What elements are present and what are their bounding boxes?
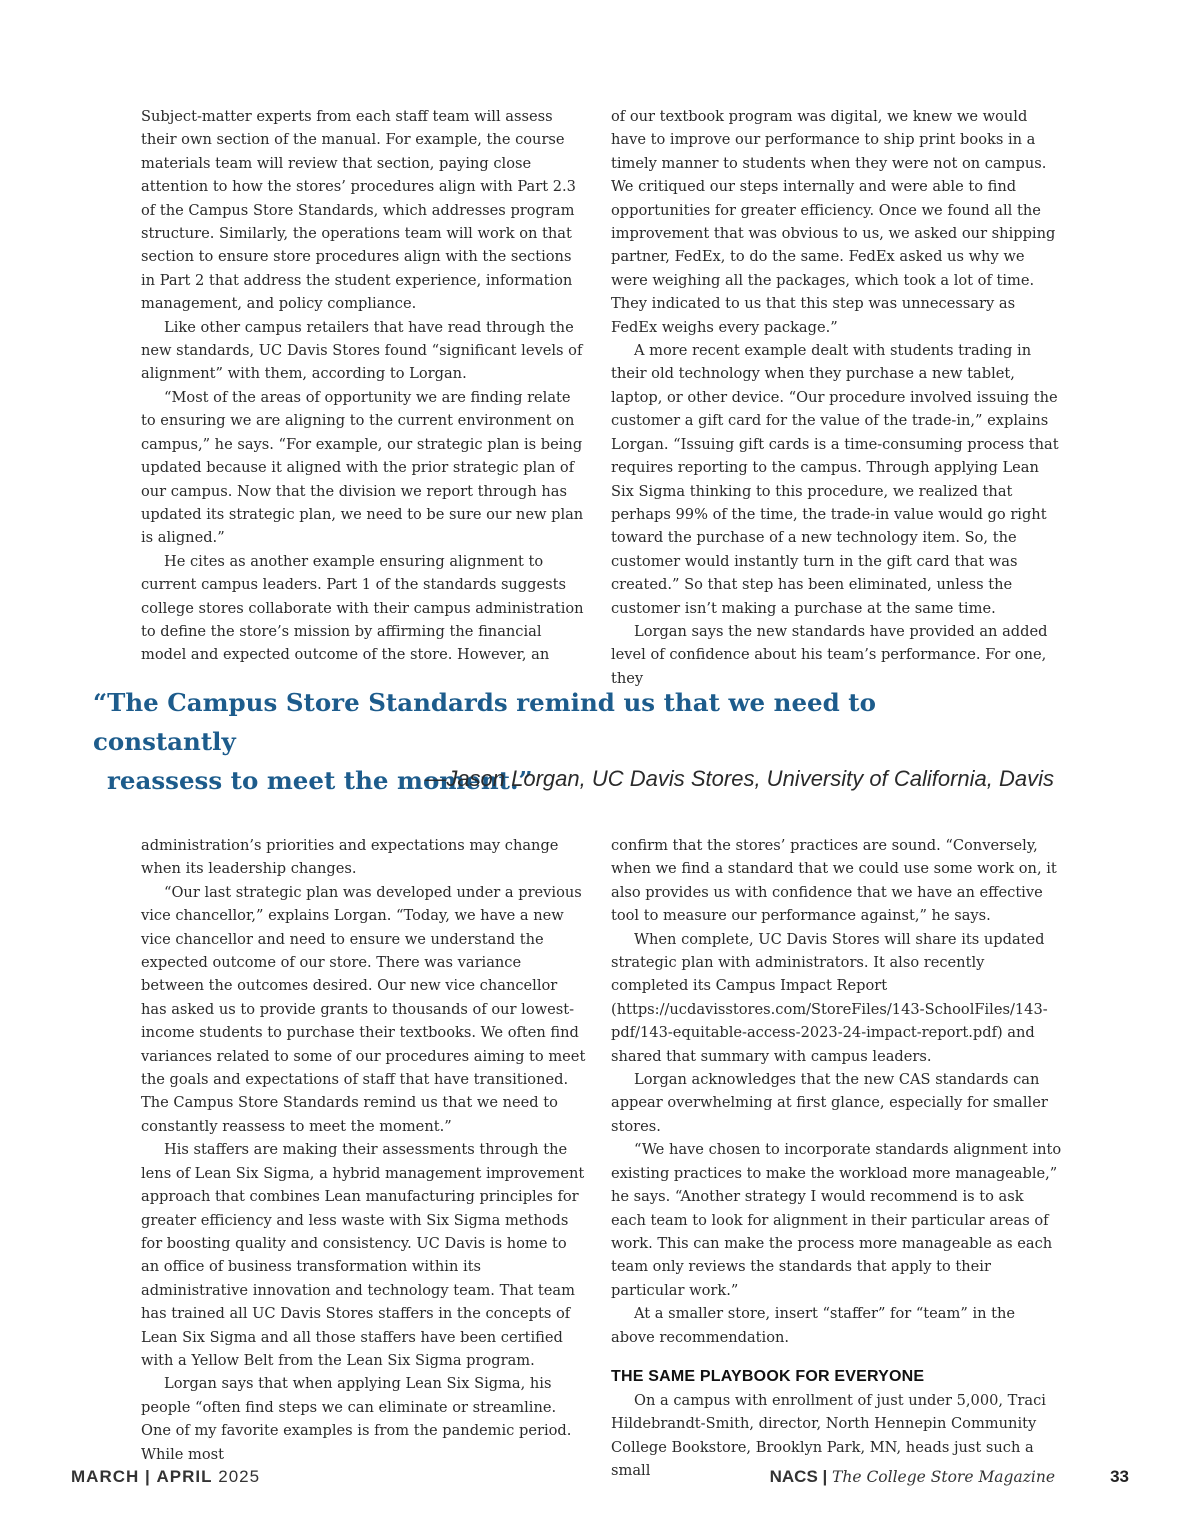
footer-issue-date [71,1465,260,1489]
footer-brand-separator: | [822,1467,828,1486]
page-number: 33 [1110,1467,1129,1486]
pull-quote-line-2: reassess to meet the moment.” [107,766,533,795]
paragraph: At a smaller store, insert “staffer” for “team” in the above recommendation. [611,1305,1016,1346]
pull-quote-line-1: “The Campus Store Standards remind us that we need to constantly [93,688,876,756]
paragraph: “Our last strategic plan was developed under a previous vice chancellor,” explains Lorgan. “Today, we have a new vice chancellor and need to ensure we understand the expected outcome of our store. There was variance between the outcomes desired. Our new vice chancellor has asked us to provide grants to thousands of our lowest-income students to purchase their textbooks. We often find variances related to some of our procedures aiming to meet the goals and expectations of staff that have transitioned. The Campus Store Standards remind us that we need to constantly reassess to meet the moment.” [141,883,586,1135]
paragraph: He cites as another example ensuring alignment to current campus leaders. Part 1 of the standards suggests college stores collaborate with their campus administration to define the store’s mission by affirming the financial model and expected outcome of the store. However, an [141,552,584,664]
footer-magazine-title: The College Store Magazine [832,1468,1055,1486]
footer-publication [770,1465,1055,1489]
paragraph: Like other campus retailers that have read through the new standards, UC Davis Stores found “significant levels of alignment” with them, according to Lorgan. [141,318,583,383]
footer-separator: | [145,1467,151,1486]
footer-brand: NACS [769,1467,818,1486]
paragraph: confirm that the stores’ practices are sound. “Conversely, when we find a standard that we could use some work on, it also provides us with confidence that we have an effective tool to measure our performance against,” he says. [611,837,1057,925]
paragraph: administration’s priorities and expectations may change when its leadership changes. [141,837,559,878]
column-top-left [141,105,586,667]
paragraph: Lorgan says the new standards have provided an added level of confidence about his team’s performance. For one, they [611,622,1048,687]
section-heading: THE SAME PLAYBOOK FOR EVERYONE [611,1367,925,1385]
paragraph: On a campus with enrollment of just under 5,000, Traci Hildebrandt-Smith, director, North Hennepin Community College Bookstore, Brooklyn Park, MN, heads just such a small [611,1391,1046,1480]
pull-quote-attribution: —Jason Lorgan, UC Davis Stores, University of California, Davis [424,766,1054,791]
paragraph: When complete, UC Davis Stores will share its updated strategic plan with administrators. It also recently completed its Campus Impact Report (https://ucdavisstores.com/StoreFiles/143-SchoolFiles/143-pdf/143-equitable-access-2023-24-impact-report.pdf) and shared that summary with campus leaders. [611,930,1048,1065]
footer-month-2: APRIL [156,1467,213,1486]
paragraph: Lorgan says that when applying Lean Six Sigma, his people “often find steps we can eliminate or streamline. One of my favorite examples is from the pandemic period. While most [141,1375,572,1463]
paragraph: Subject-matter experts from each staff team will assess their own section of the manual. For example, the course materials team will review that section, paying close attention to how the stores’ procedures align with Part 2.3 of the Campus Store Standards, which addresses program structure. Similarly, the operations team will work on that section to ensure store procedures align with the sections in Part 2 that address the student experience, information management, and policy compliance. [141,108,576,313]
paragraph: “We have chosen to incorporate standards alignment into existing practices to make the workload more manageable,” he says. “Another strategy I would recommend is to ask each team to look for alignment in their particular areas of work. This can make the process more manageable as each team only reviews the standards that apply to their particular work.” [611,1141,1062,1299]
paragraph: A more recent example dealt with students trading in their old technology when they purchase a new tablet, laptop, or other device. “Our procedure involved issuing the customer a gift card for the value of the trade-in,” explains Lorgan. “Issuing gift cards is a time-consuming process that requires reporting to the campus. Through applying Lean Six Sigma thinking to this procedure, we realized that perhaps 99% of the time, the trade-in value would go right toward the purchase of a new technology item. So, the customer would instantly turn in the gift card that was created.” So that step has been eliminated, unless the customer isn’t making a purchase at the same time. [611,342,1059,617]
footer-month: MARCH [71,1467,140,1486]
footer-year: 2025 [218,1467,261,1486]
column-bottom-left [141,834,586,1466]
paragraph: Lorgan acknowledges that the new CAS standards can appear overwhelming at first glance, especially for smaller stores. [611,1071,1048,1135]
paragraph: His staffers are making their assessments through the lens of Lean Six Sigma, a hybrid management improvement approach that combines Lean manufacturing principles for greater efficiency and less waste with Six Sigma methods for boosting quality and consistency. UC Davis is home to an office of business transformation within its administrative innovation and technology team. That team has trained all UC Davis Stores staffers in the concepts of Lean Six Sigma and all those staffers have been certified with a Yellow Belt from the Lean Six Sigma program. [141,1141,585,1369]
column-bottom-right [611,834,1063,1483]
paragraph: “Most of the areas of opportunity we are finding relate to ensuring we are aligning to the current environment on campus,” he says. “For example, our strategic plan is being updated because it aligned with the prior strategic plan of our campus. Now that the division we report through has updated its strategic plan, we need to be sure our new plan is aligned.” [141,388,584,547]
paragraph: of our textbook program was digital, we knew we would have to improve our performance to ship print books in a timely manner to students when they were not on campus. We critiqued our steps internally and were able to find opportunities for greater efficiency. Once we found all the improvement that was obvious to us, we asked our shipping partner, FedEx, to do the same. FedEx asked us why we were weighing all the packages, which took a lot of time. They indicated to us that this step was unnecessary as FedEx weighs every package.” [611,108,1056,336]
column-top-right [611,105,1063,690]
